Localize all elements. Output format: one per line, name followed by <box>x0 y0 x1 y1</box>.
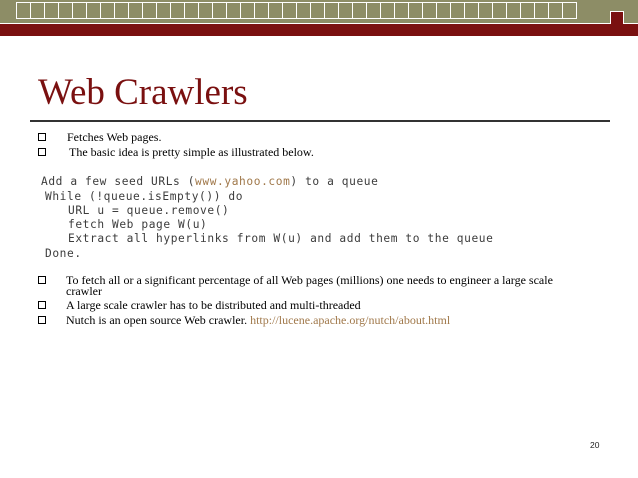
grid-cell <box>44 2 59 19</box>
code-line <box>41 175 378 188</box>
bullet-text: To fetch all or a significant percentage of all Web pages (millions) one needs to engineer a large scale <box>66 273 553 287</box>
slide-header-bar <box>0 0 638 23</box>
code-line: fetch Web page W(u) <box>68 218 208 231</box>
grid-cell <box>436 2 451 19</box>
page-number: 20 <box>590 440 600 450</box>
header-accent-bar <box>0 24 638 36</box>
grid-cell <box>100 2 115 19</box>
grid-cell <box>128 2 143 19</box>
grid-cell <box>254 2 269 19</box>
bullet-text <box>66 314 450 327</box>
grid-cell <box>58 2 73 19</box>
header-grid-decoration <box>16 2 576 19</box>
grid-cell <box>422 2 437 19</box>
grid-cell <box>338 2 353 19</box>
square-bullet-icon <box>38 148 46 156</box>
grid-cell <box>198 2 213 19</box>
grid-cell <box>548 2 563 19</box>
bullet-text: The basic idea is pretty simple as illustrated below. <box>69 145 314 159</box>
grid-cell <box>534 2 549 19</box>
grid-cell <box>282 2 297 19</box>
grid-cell <box>72 2 87 19</box>
code-line: Extract all hyperlinks from W(u) and add them to the queue <box>68 232 494 245</box>
code-line: While (!queue.isEmpty()) do <box>45 190 244 203</box>
square-bullet-icon <box>38 133 46 141</box>
square-bullet-icon <box>38 316 46 324</box>
grid-cell <box>352 2 367 19</box>
grid-cell <box>380 2 395 19</box>
bullet-text-plain: Nutch is an open source Web crawler. <box>66 313 251 327</box>
code-text: Add a few seed URLs ( <box>41 175 196 188</box>
header-accent-square <box>610 11 624 25</box>
grid-cell <box>408 2 423 19</box>
bullet-text: Fetches Web pages. <box>67 130 162 144</box>
title-underline <box>30 120 610 122</box>
grid-cell <box>268 2 283 19</box>
grid-cell <box>520 2 535 19</box>
nutch-link[interactable]: http://lucene.apache.org/nutch/about.html <box>250 313 451 327</box>
grid-cell <box>156 2 171 19</box>
code-text: ) to a queue <box>290 175 379 188</box>
grid-cell <box>310 2 325 19</box>
code-line: URL u = queue.remove() <box>68 204 230 217</box>
grid-cell <box>296 2 311 19</box>
grid-cell <box>394 2 409 19</box>
code-line: Done. <box>45 247 82 260</box>
grid-cell <box>366 2 381 19</box>
grid-cell <box>506 2 521 19</box>
grid-cell <box>450 2 465 19</box>
bullet-continuation: crawler <box>66 284 102 298</box>
grid-cell <box>324 2 339 19</box>
square-bullet-icon <box>38 301 46 309</box>
code-link[interactable]: www.yahoo.com <box>195 175 291 188</box>
grid-cell <box>30 2 45 19</box>
square-bullet-icon <box>38 276 46 284</box>
bullet-text: A large scale crawler has to be distributed and multi-threaded <box>66 298 361 312</box>
slide-title: Web Crawlers <box>38 72 248 113</box>
grid-cell <box>16 2 31 19</box>
grid-cell <box>226 2 241 19</box>
grid-cell <box>240 2 255 19</box>
grid-cell <box>464 2 479 19</box>
grid-cell <box>142 2 157 19</box>
grid-cell <box>184 2 199 19</box>
grid-cell <box>492 2 507 19</box>
grid-cell <box>114 2 129 19</box>
grid-cell <box>212 2 227 19</box>
grid-cell <box>562 2 577 19</box>
grid-cell <box>86 2 101 19</box>
grid-cell <box>478 2 493 19</box>
grid-cell <box>170 2 185 19</box>
